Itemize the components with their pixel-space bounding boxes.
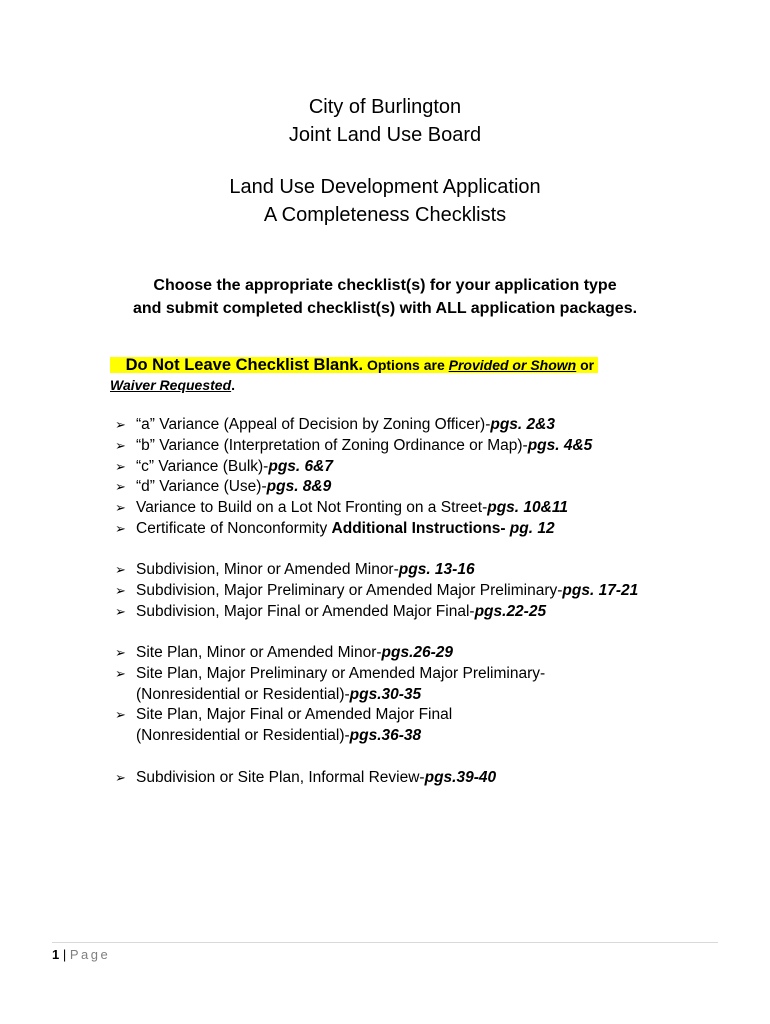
document-subheader [0, 173, 770, 229]
notice-period: . [231, 377, 236, 393]
notice-lead: Do Not Leave Checklist Blank. [125, 356, 364, 374]
checklist-item [115, 664, 545, 706]
arrow-bullet-icon: ➢ [115, 603, 126, 619]
page-number: 1 [52, 947, 60, 962]
informal-review-list [115, 768, 496, 789]
document-header [0, 93, 770, 149]
arrow-bullet-icon: ➢ [115, 458, 126, 474]
checklist-item-continuation-text: (Nonresidential or Residential)- [136, 727, 350, 745]
application-title: Land Use Development Application [229, 176, 541, 198]
arrow-bullet-icon: ➢ [115, 665, 126, 681]
arrow-bullet-icon: ➢ [115, 645, 126, 660]
notice-highlight [110, 357, 598, 373]
arrow-bullet-icon: ➢ [115, 520, 126, 536]
checklist-item-pages: pgs. 8&9 [266, 478, 332, 496]
notice-or: or [576, 357, 595, 373]
arrow-bullet-icon: ➢ [115, 770, 126, 785]
arrow-bullet-icon: ➢ [115, 479, 126, 495]
checklist-item [115, 643, 545, 664]
checklist-item [115, 705, 545, 747]
instructions-line-2: and submit completed checklist(s) with ALL application packages. [132, 300, 638, 317]
arrow-bullet-icon: ➢ [115, 582, 126, 598]
notice [110, 355, 670, 395]
checklist-item-label: Site Plan, Minor or Amended Minor- [136, 644, 382, 661]
checklist-item-pages: pgs. 6&7 [268, 457, 333, 475]
checklist-item-extra: Additional Instructions- [331, 519, 506, 537]
notice-option-waiver: Waiver Requested [110, 377, 232, 393]
notice-options-prefix: Options are [363, 357, 449, 373]
checklist-item [115, 519, 592, 540]
checklist-item-pages: pgs.30-35 [349, 685, 422, 703]
checklist-item [115, 457, 592, 478]
checklist-item [115, 415, 592, 436]
checklist-item-label: “a” Variance (Appeal of Decision by Zoning Officer)- [136, 416, 491, 433]
checklist-item-continuation [136, 685, 545, 706]
checklist-item [115, 560, 638, 581]
city-name: City of Burlington [308, 96, 462, 118]
checklist-item [115, 477, 592, 498]
checklist-item-pages: pgs.36-38 [349, 727, 422, 745]
page-label: Page [69, 947, 111, 962]
checklist-item-label: Subdivision, Minor or Amended Minor- [136, 561, 399, 578]
checklist-item-pages: pgs. 4&5 [527, 436, 593, 454]
arrow-bullet-icon: ➢ [115, 437, 126, 453]
instructions [0, 274, 770, 320]
checklist-item-continuation [136, 726, 545, 747]
checklist-item-label: “b” Variance (Interpretation of Zoning Ordinance or Map)- [136, 436, 528, 454]
notice-option-provided: Provided or Shown [448, 357, 577, 373]
variance-list [115, 415, 592, 540]
arrow-bullet-icon: ➢ [115, 500, 126, 516]
checklist-item [115, 498, 592, 519]
footer-separator: | [59, 947, 70, 962]
site-plan-list [115, 643, 545, 747]
arrow-bullet-icon: ➢ [115, 417, 126, 432]
checklist-item [115, 436, 592, 457]
board-name: Joint Land Use Board [288, 124, 482, 146]
checklist-item-pages: pgs. 10&11 [487, 499, 568, 517]
checklist-item-pages: pgs. 17-21 [562, 581, 639, 599]
checklist-title: A Completeness Checklists [263, 204, 507, 226]
arrow-bullet-icon: ➢ [115, 562, 126, 577]
checklist-item [115, 581, 638, 602]
checklist-item-pages: pgs.26-29 [381, 644, 454, 661]
checklist-item-pages: pgs.22-25 [474, 602, 547, 620]
checklist-item-label: Site Plan, Major Final or Amended Major Final [136, 706, 453, 724]
checklist-item [115, 602, 638, 623]
checklist-item-pages: pgs. 2&3 [490, 416, 555, 433]
checklist-item-label: “c” Variance (Bulk)- [136, 457, 269, 475]
checklist-item-label: Site Plan, Major Preliminary or Amended Major Preliminary- [136, 664, 546, 682]
page-footer [52, 942, 718, 964]
checklist-item-label: Certificate of Nonconformity [136, 519, 332, 537]
checklist-item-label: Variance to Build on a Lot Not Fronting on a Street- [136, 499, 488, 517]
checklist-item-pages: pgs. 13-16 [398, 561, 475, 578]
checklist-item-label: Subdivision, Major Preliminary or Amended Major Preliminary- [136, 581, 563, 599]
instructions-line-1: Choose the appropriate checklist(s) for your application type [153, 277, 617, 294]
checklist-item-continuation-text: (Nonresidential or Residential)- [136, 685, 350, 703]
checklist-item-pages: pg. 12 [505, 519, 555, 537]
checklist-item [115, 768, 496, 789]
checklist-item-pages: pgs.39-40 [424, 769, 497, 786]
checklist-item-label: Subdivision, Major Final or Amended Major Final- [136, 602, 475, 620]
subdivision-list [115, 560, 638, 622]
arrow-bullet-icon: ➢ [115, 707, 126, 723]
checklist-item-label: Subdivision or Site Plan, Informal Review- [136, 769, 425, 786]
checklist-item-label: “d” Variance (Use)- [136, 478, 267, 496]
